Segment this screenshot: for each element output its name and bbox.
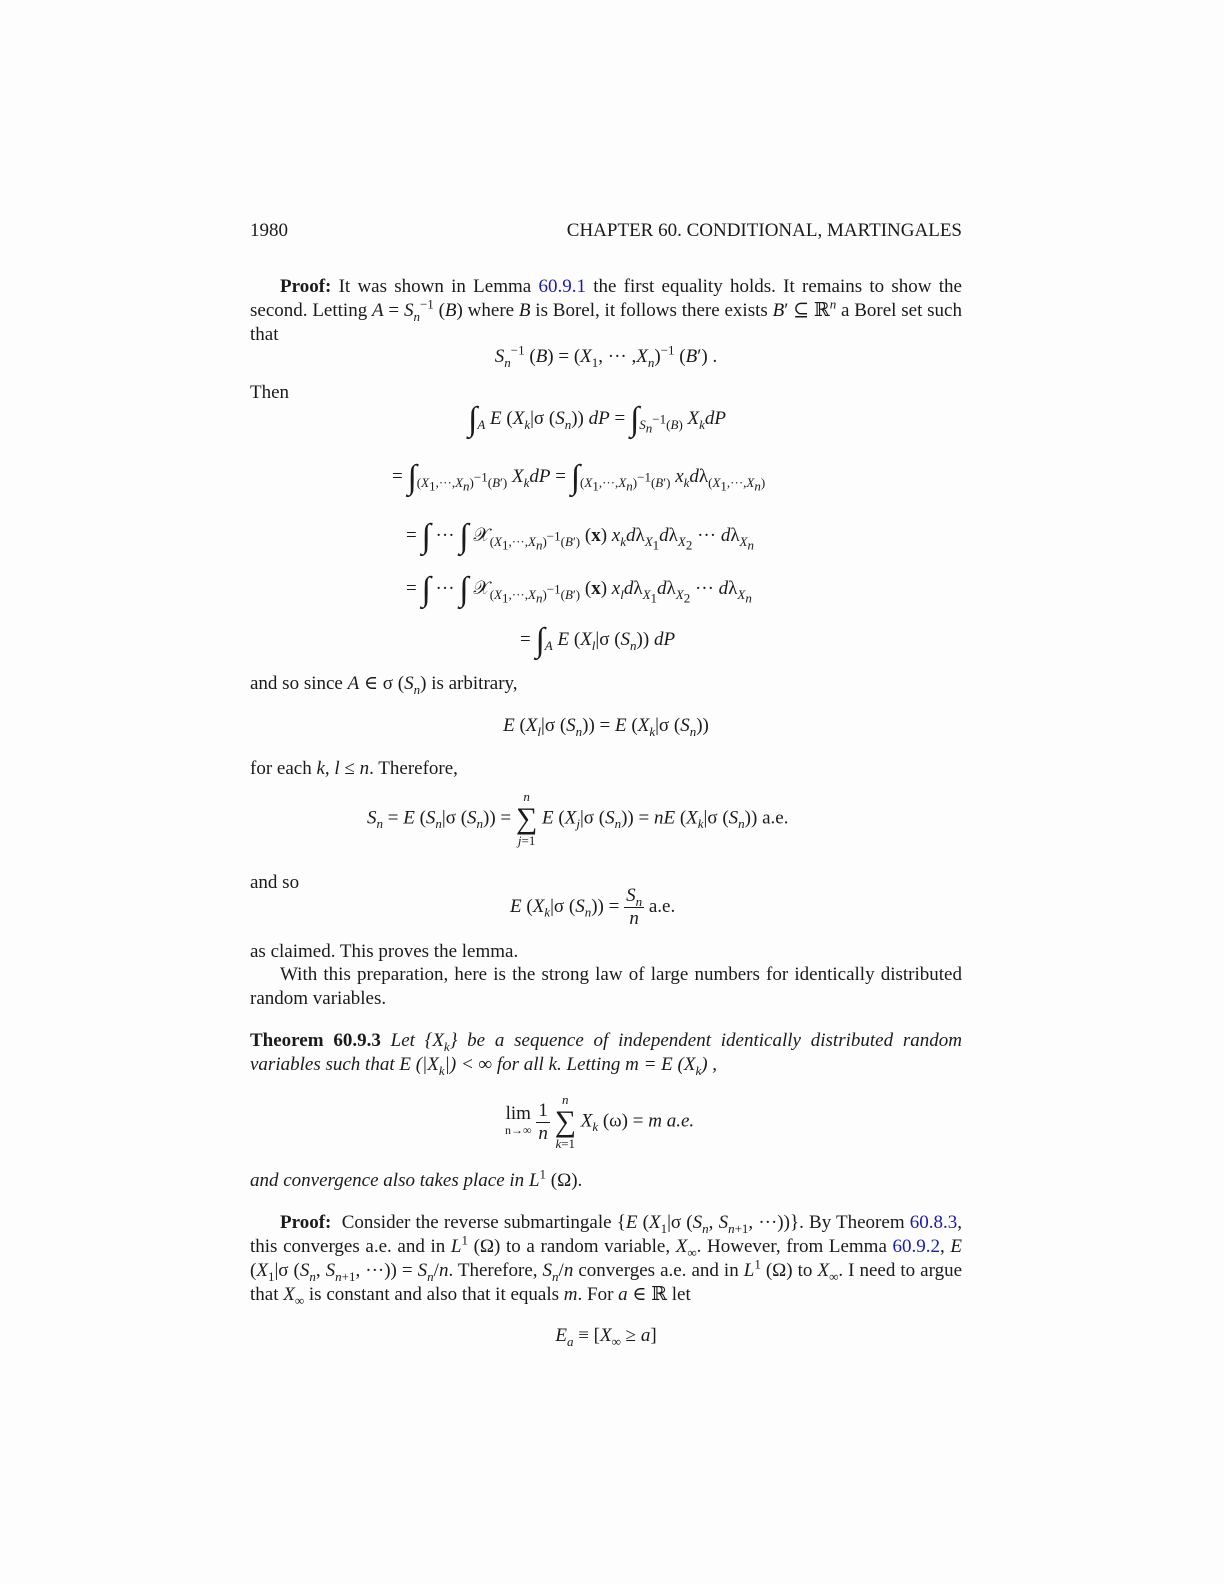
fraction-sn-n: $\frac{S_n}{n}$ (626, 885, 643, 929)
lim-label: lim (505, 1103, 531, 1124)
text-fragment: be a sequence of independent identically distributed random variables such that (250, 1030, 963, 1075)
text-fragment: Let (390, 1030, 415, 1051)
equation-integral-5: = $\int_A$ E ($X_l|\sigma$ $(S_n)$) dP (520, 622, 676, 659)
ae-label: a.e. (762, 807, 789, 829)
text-fragment: . However, from Lemma (696, 1236, 887, 1257)
ae-label: a.e. (648, 895, 676, 917)
equation-preimage: $S_n^{-1}$ $(B) = (X_1$, ··· $,X_n)^{-1}$ (B′) . (494, 342, 718, 370)
theorem-link-60-8-3[interactable]: 60.8.3 (909, 1212, 958, 1233)
proof-label: Proof: (280, 276, 332, 297)
theorem-60-9-3: Theorem 60.9.3 Let $\{X_k\}$ be a sequence of independent identically distributed random variables such that E $(|X_k|)$ < ∞ for all k. Letting m = E $(X_k)$ , (250, 1030, 963, 1078)
and-so-text: and so (250, 872, 300, 893)
preparation-paragraph: With this preparation, here is the strong law of large numbers for identically distributed random variables. (250, 964, 962, 1009)
lim-subscript: n→∞ (505, 1123, 532, 1137)
claimed-text: as claimed. This proves the lemma. (250, 941, 519, 962)
text-fragment: . Therefore, (369, 758, 458, 779)
text-fragment: converges a.e. and in (578, 1260, 739, 1281)
text-fragment: . For (577, 1284, 614, 1305)
and-so-since-text: and so since A ∈ σ $(S_n)$ is arbitrary, (250, 673, 518, 697)
lemma-link-60-9-1[interactable]: 60.9.1 (538, 276, 586, 297)
text-fragment: for all (496, 1054, 544, 1075)
page-header (250, 219, 962, 243)
text-fragment: is arbitrary, (431, 673, 518, 694)
sum-operator: n ∑ j=1 (515, 789, 538, 848)
proof-paragraph-1: Proof: It was shown in Lemma 60.9.1 the first equality holds. It remains to show the second. Letting $A = S_n^{-1}$ (B) where B is Borel, it follows there exists B′ ⊆ ℝ$^n$ a Borel set such that (250, 276, 962, 345)
text-fragment: . By Theorem (799, 1212, 905, 1233)
text-fragment: and so since (250, 673, 343, 694)
proof-text: is Borel, it follows there exists (530, 300, 773, 321)
text-fragment: let (671, 1284, 691, 1305)
limit-operator (505, 1103, 532, 1138)
sum-operator: n ∑ k=1 (554, 1092, 576, 1151)
chapter-title: CHAPTER 60. CONDITIONAL, MARTINGALES (566, 220, 962, 241)
fraction-1-n: $\frac{1}{n}$ (538, 1099, 548, 1144)
text-fragment: to a random variable, (506, 1236, 671, 1257)
equation-expectation-sn-over-n: E ($X_k|\sigma$ $(S_n)$) = $\frac{S_n}{n}$ a.e. (510, 885, 676, 929)
page-number: 1980 (250, 220, 288, 241)
equation-sum-sn: $S_n = E$ ($S_n|\sigma$ $(S_n)$) = n ∑ j=1 E ($X_j|\sigma$ $(S_n)$) = nE ($X_k|\sigma$ $(S_n)$) a.e. (367, 789, 789, 848)
then-text: Then (250, 382, 290, 403)
text-fragment: , this converges a.e. and in (250, 1212, 963, 1257)
text-fragment: . Therefore, (448, 1260, 538, 1281)
text-fragment: to (797, 1260, 813, 1281)
equation-slln: lim n→∞ $\frac{1}{n}$ n ∑ k=1 $X_k$ (ω) = m a.e. (505, 1092, 695, 1151)
proof-paragraph-2: Proof: Consider the reverse submartingale {E ($X_1|\sigma$ ($S_n$, $S_{n+1}$, ···))}. By Theorem 60.8.3, this converges a.e. and in $L^1$ (Ω) to a random variable, $X_\infty$. However, from Lemma 60.9.2, E ($X_1|\sigma$ ($S_n$, $S_{n+1}$, ···)) = $S_n/n$. Therefore, $S_n/n$ converges a.e. and in $L^1$ (Ω) to $X_\infty$. I need to argue that $X_\infty$ is constant and also that it equals m. For a ∈ ℝ let (250, 1212, 963, 1308)
proof-text: where (462, 300, 519, 321)
equation-integral-3: = ∫ ··· ∫ 𝒳$_{(X_1,\cdot\cdot\cdot,X_n)^{-1}(B')}$ (x) $x_kd\lambda_{X_1}d\lambda_{X_2}$ ··· $d\lambda_{X_n}$ (406, 518, 754, 555)
lemma-link-60-9-2[interactable]: 60.9.2 (892, 1236, 941, 1257)
equation-equal-expectations: E ($X_l|\sigma$ $(S_n)) = E$ ($X_k|\sigma$ $(S_n)$) (503, 715, 709, 739)
equation-integral-1: $\int_A$ E ($X_k|\sigma$ $(S_n)$) dP = $\int_{S_n^{-1}(B)}$ $X_kdP$ (468, 401, 727, 438)
for-each-text: for each k, l ≤ n. Therefore, (250, 758, 458, 779)
text-fragment: Consider the reverse submartingale (341, 1212, 612, 1233)
text-fragment: . Letting (557, 1054, 621, 1075)
equation-integral-4: = ∫ ··· ∫ 𝒳$_{(X_1,\cdot\cdot\cdot,X_n)^{-1}(B')}$ (x) $x_ld\lambda_{X_1}d\lambda_{X_2}$ ··· $d\lambda_{X_n}$ (406, 571, 752, 608)
text-fragment: I need to argue that (250, 1260, 963, 1305)
text-fragment: and convergence also takes place in (250, 1170, 525, 1191)
text-fragment: is constant and also that it equals (308, 1284, 560, 1305)
theorem-label: Theorem 60.9.3 (250, 1030, 381, 1051)
proof-text: a Borel set such that (250, 300, 962, 345)
proof-text: the first equality holds. It remains to show the second. Letting (250, 276, 962, 321)
text-fragment: for each (250, 758, 312, 779)
proof-label: Proof: (280, 1212, 332, 1233)
theorem-convergence-text: and convergence also takes place in $L^1$ (Ω). (250, 1166, 583, 1191)
equation-ea-definition: $E_a \equiv [X_\infty \ge a]$ (555, 1325, 657, 1349)
proof-text: It was shown in Lemma (331, 276, 539, 297)
equation-integral-2: = $\int_{(X_1,\cdot\cdot\cdot,X_n)^{-1}(B')}$ $X_kdP = \int_{(X_1,\cdot\cdot\cdot,X_n)^{-1}(B')}$ $x_kd\lambda_{(X_1,\cdot\cdot\cdot,X_n)}$ (392, 459, 766, 496)
